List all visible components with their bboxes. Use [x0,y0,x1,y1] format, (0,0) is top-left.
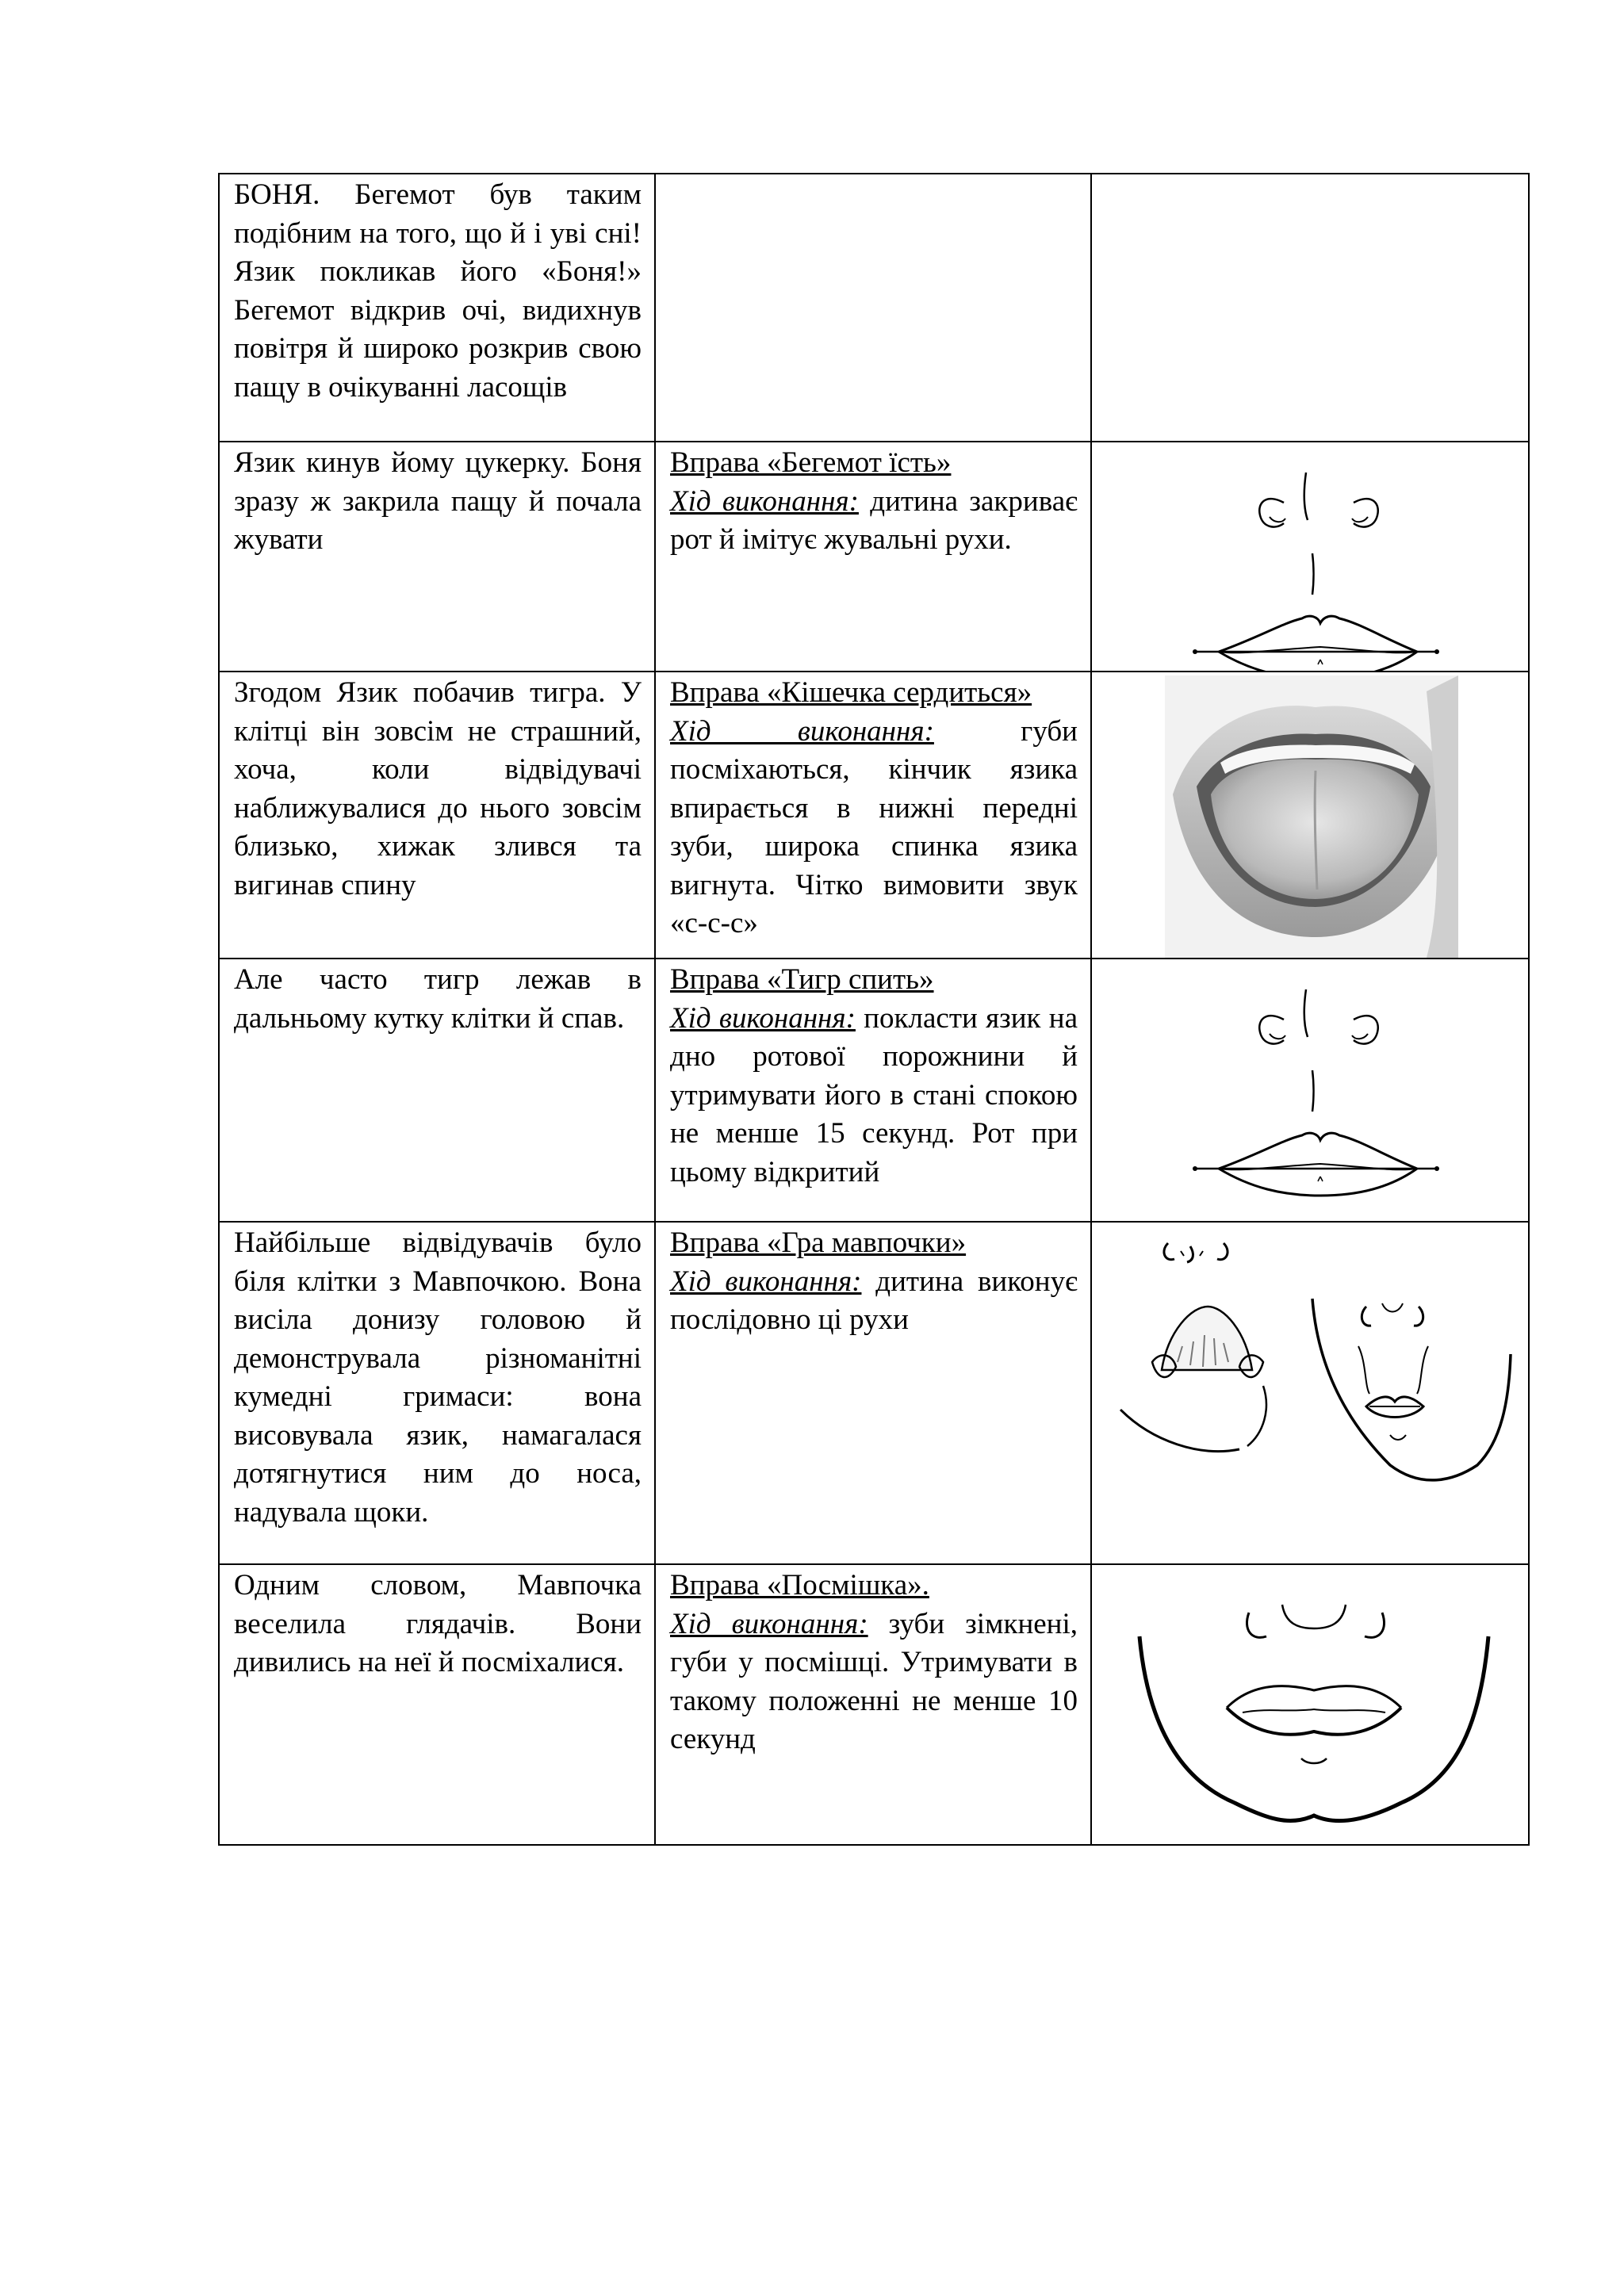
exercise-title: Вправа «Бегемот їсть» [670,446,952,479]
story-text: Одним словом, Мавпочка веселила глядачів. Вони дивились на неї й посміхалися. [234,1569,642,1678]
exercise-cell [655,1564,1091,1845]
story-text: Згодом Язик побачив тигра. У клітці він зовсім не страшний, хоча, коли відвідувачі наближувалися до нього зовсім близько, хижак злився та вигинав спину [234,676,642,901]
story-cell [219,442,655,672]
smile-face-drawing [1132,1589,1496,1843]
procedure-text: дитина виконує послідовно ці рухи [670,1265,1078,1336]
story-cell [219,1222,655,1564]
exercise-cell [655,672,1091,959]
table-row [219,672,1529,959]
procedure-text: зуби зімкнені, губи у посмішці. Утримувати в такому положенні не менше 10 секунд [670,1607,1078,1755]
image-cell [1091,959,1529,1222]
procedure-text: дитина закриває рот й імітує жувальні рухи. [670,484,1078,556]
procedure-label: Хід виконання: [670,1607,868,1640]
exercise-cell [655,174,1091,442]
exercise-cell [655,442,1091,672]
exercise-cell [655,1222,1091,1564]
arched-tongue-photo [1165,675,1458,958]
procedure-text: губи посміхаються, кінчик язика впирається в нижні передні зуби, широка спинка язика вигнута. Чітко вимовити звук «с-с-с» [670,714,1078,939]
story-cell [219,672,655,959]
table-row [219,442,1529,672]
table-row [219,174,1529,442]
story-text: Язик кинув йому цукерку. Боня зразу ж закрила пащу й почала жувати [234,446,642,556]
procedure-label: Хід виконання: [670,1001,856,1035]
story-text: БОНЯ. Бегемот був таким подібним на того, що й і уві сні! Язик покликав його «Боня!» Бегемот відкрив очі, видихнув повітря й широко розкрив свою пащу в очікуванні ласощів [234,178,642,404]
table-row [219,1564,1529,1845]
exercise-title: Вправа «Гра мавпочки» [670,1226,967,1259]
image-cell [1091,1222,1529,1564]
closed-lips-face-drawing [1187,988,1441,1202]
exercise-title: Вправа «Кішечка сердиться» [670,676,1032,709]
exercise-title: Вправа «Посмішка». [670,1569,929,1601]
exercise-cell [655,959,1091,1222]
exercise-title: Вправа «Тигр спить» [670,963,934,996]
procedure-label: Хід виконання: [670,484,859,518]
story-text: Але часто тигр лежав в дальньому кутку клітки й спав. [234,963,642,1035]
story-cell [219,959,655,1222]
story-cell [219,1564,655,1845]
procedure-label: Хід виконання: [670,714,934,748]
monkey-faces-drawing [1105,1227,1517,1529]
table-row [219,1222,1529,1564]
story-text: Найбільше відвідувачів було біля клітки з Мавпочкою. Вона висіла донизу головою й демонструвала різноманітні кумедні гримаси: вона висовувала язик, намагалася дотягнутися ним до носа, надувала щоки. [234,1226,642,1529]
image-cell [1091,174,1529,442]
image-cell [1091,1564,1529,1845]
table-row [219,959,1529,1222]
procedure-text: покласти язик на дно ротової порожнини й утримувати його в стані спокою не менше 15 секунд. Рот при цьому відкритий [670,1001,1078,1188]
procedure-label: Хід виконання: [670,1265,862,1298]
story-cell [219,174,655,442]
image-cell [1091,442,1529,672]
image-cell [1091,672,1529,959]
closed-lips-face-drawing [1187,471,1441,672]
exercise-table [218,173,1530,1846]
